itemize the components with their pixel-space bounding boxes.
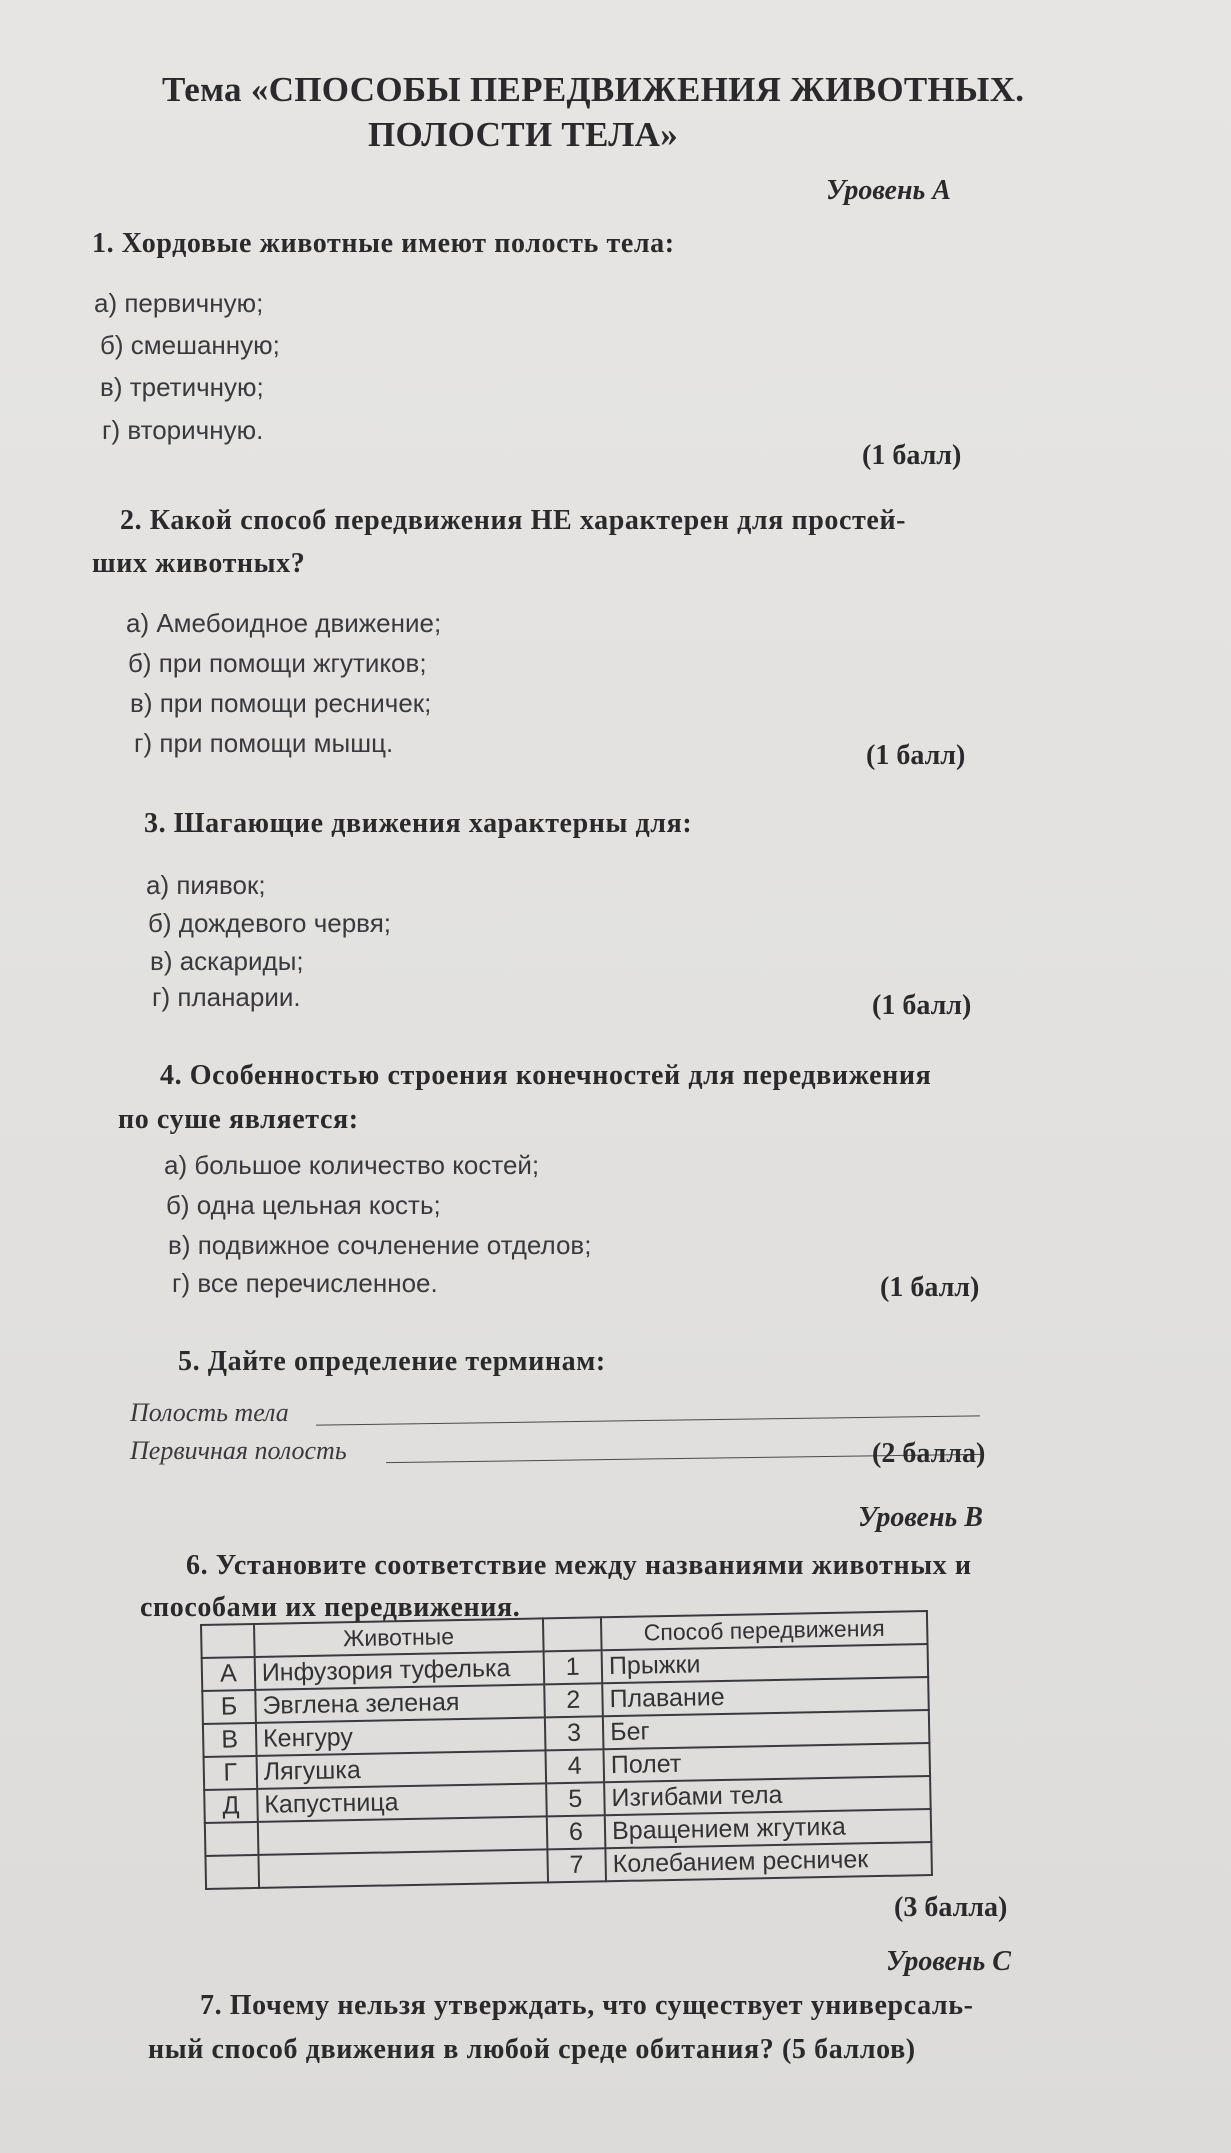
row-animal [258, 1816, 547, 1855]
row-number: 3 [544, 1716, 603, 1750]
row-method: Колебанием ресничек [605, 1842, 932, 1881]
question-2-option-d: г) при помощи мышц. [134, 728, 394, 758]
question-2-line-1: 2. Какой способ передвижения НЕ характерен для простей- [120, 505, 907, 536]
question-6-line-2: способами их передвижения. [140, 1592, 521, 1623]
question-7-line-2: ный способ движения в любой среде обитания? (5 баллов) [148, 2034, 916, 2065]
level-c-label: Уровень С [886, 1946, 1011, 1977]
row-letter: Г [204, 1756, 257, 1790]
row-animal: Инфузория туфелька [255, 1651, 544, 1690]
row-animal: Кенгуру [256, 1717, 545, 1756]
answer-line-body-cavity[interactable] [316, 1415, 980, 1425]
row-method: Изгибами тела [604, 1776, 931, 1815]
question-4-score: (1 балл) [880, 1272, 980, 1303]
level-b-label: Уровень В [858, 1502, 983, 1533]
question-4-option-c: в) подвижное сочленение отделов; [168, 1230, 592, 1260]
matching-table [200, 1610, 933, 1890]
row-number: 6 [546, 1815, 605, 1849]
header-methods: Способ передвижения [601, 1611, 928, 1650]
question-4-option-d: г) все перечисленное. [172, 1268, 438, 1298]
title-line-2: ПОЛОСТИ ТЕЛА» [368, 115, 679, 154]
row-animal [258, 1849, 547, 1888]
question-3-score: (1 балл) [872, 990, 972, 1021]
question-6-line-1: 6. Установите соответствие между названиями животных и [186, 1550, 972, 1581]
row-letter: Б [202, 1690, 255, 1724]
question-2-score: (1 балл) [866, 740, 966, 771]
question-3-text: 3. Шагающие движения характерны для: [144, 808, 693, 839]
question-1-option-d: г) вторичную. [102, 415, 264, 445]
row-method: Прыжки [602, 1644, 929, 1683]
question-5-score: (2 балла) [872, 1438, 986, 1469]
question-4-option-a: а) большое количество костей; [164, 1150, 540, 1180]
title-line-1: Тема «СПОСОБЫ ПЕРЕДВИЖЕНИЯ ЖИВОТНЫХ. [162, 70, 1025, 109]
row-number: 2 [544, 1683, 603, 1717]
row-letter [205, 1822, 258, 1856]
row-method: Вращением жгутика [605, 1809, 932, 1848]
level-a-label: Уровень А [826, 175, 951, 206]
question-2-option-b: б) при помощи жгутиков; [128, 648, 427, 678]
question-2-option-a: а) Амебоидное движение; [126, 608, 442, 638]
row-animal: Лягушка [256, 1750, 545, 1789]
question-2-line-2: ших животных? [92, 548, 306, 579]
row-animal: Эвглена зеленая [255, 1684, 544, 1723]
row-method: Полет [604, 1743, 931, 1782]
term-body-cavity: Полость тела [130, 1398, 289, 1427]
row-number: 1 [543, 1650, 602, 1684]
question-6-score: (3 балла) [894, 1892, 1008, 1923]
question-2-option-c: в) при помощи ресничек; [130, 688, 432, 718]
row-letter: А [202, 1657, 255, 1691]
row-animal: Капустница [257, 1783, 546, 1822]
question-1-score: (1 балл) [862, 440, 962, 471]
question-1-text: 1. Хордовые животные имеют полость тела: [92, 228, 675, 259]
row-number: 7 [547, 1848, 606, 1882]
question-1-option-a: а) первичную; [94, 288, 264, 318]
row-method: Плавание [602, 1677, 929, 1716]
row-letter: В [203, 1723, 256, 1757]
header-animals: Животные [254, 1618, 543, 1657]
question-4-line-2: по суше является: [118, 1104, 359, 1135]
question-5-text: 5. Дайте определение терминам: [178, 1346, 606, 1377]
question-1-option-c: в) третичную; [100, 372, 264, 402]
question-1-option-b: б) смешанную; [100, 330, 280, 360]
question-4-option-b: б) одна цельная кость; [166, 1190, 441, 1220]
question-3-option-c: в) аскариды; [150, 946, 304, 976]
question-4-line-1: 4. Особенностью строения конечностей для передвижения [160, 1060, 932, 1091]
row-letter [205, 1855, 258, 1889]
row-number: 5 [546, 1782, 605, 1816]
question-3-option-a: а) пиявок; [146, 870, 266, 900]
term-primary-cavity: Первичная полость [130, 1436, 347, 1465]
row-method: Бег [603, 1710, 930, 1749]
question-3-option-b: б) дождевого червя; [148, 908, 392, 938]
row-letter: Д [204, 1789, 257, 1823]
question-7-line-1: 7. Почему нельзя утверждать, что существует универсаль- [200, 1990, 974, 2021]
question-3-option-d: г) планарии. [152, 982, 301, 1012]
row-number: 4 [545, 1749, 604, 1783]
